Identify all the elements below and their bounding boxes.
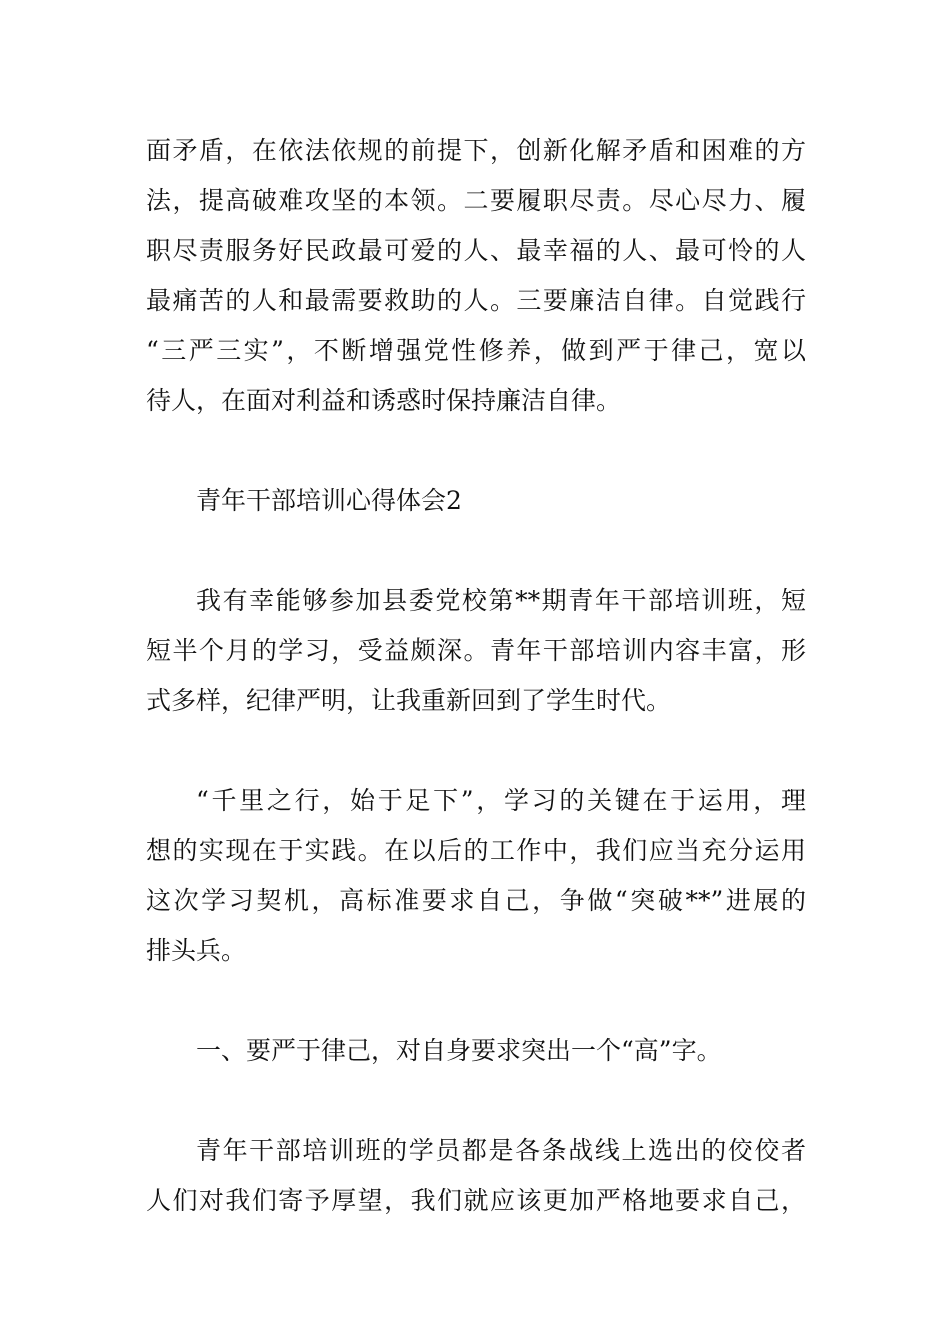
text-line: 待人，在面对利益和诱惑时保持廉洁自律。: [146, 386, 622, 415]
text-line: 最痛苦的人和最需要救助的人。三要廉洁自律。自觉践行: [146, 286, 806, 315]
heading-text: 青年干部培训心得体会2: [196, 486, 462, 515]
text-line: 式多样，纪律严明，让我重新回到了学生时代。: [146, 686, 672, 715]
text-line: 排头兵。: [146, 936, 247, 965]
text-line: 人们对我们寄予厚望，我们就应该更加严格地要求自己，: [146, 1186, 806, 1215]
text-line: 法，提高破难攻坚的本领。二要履职尽责。尽心尽力、履: [146, 186, 806, 215]
text-line: 我有幸能够参加县委党校第**期青年干部培训班，短: [196, 586, 806, 615]
text-line: “三严三实”，不断增强党性修养，做到严于律己，宽以: [146, 336, 806, 365]
text-line: 短半个月的学习，受益颇深。青年干部培训内容丰富，形: [146, 636, 806, 665]
text-line: 职尽责服务好民政最可爱的人、最幸福的人、最可怜的人: [146, 236, 806, 265]
text-line: “千里之行，始于足下”，学习的关键在于运用，理: [196, 786, 806, 815]
section-heading-text: 一、要严于律己，对自身要求突出一个“高”字。: [196, 1036, 722, 1065]
text-line: 这次学习契机，高标准要求自己，争做“突破**”进展的: [146, 886, 806, 915]
text-line: 想的实现在于实践。在以后的工作中，我们应当充分运用: [146, 836, 806, 865]
text-line: 青年干部培训班的学员都是各条战线上选出的佼佼者: [196, 1136, 806, 1165]
text-line: 面矛盾，在依法依规的前提下，创新化解矛盾和困难的方: [146, 136, 806, 165]
